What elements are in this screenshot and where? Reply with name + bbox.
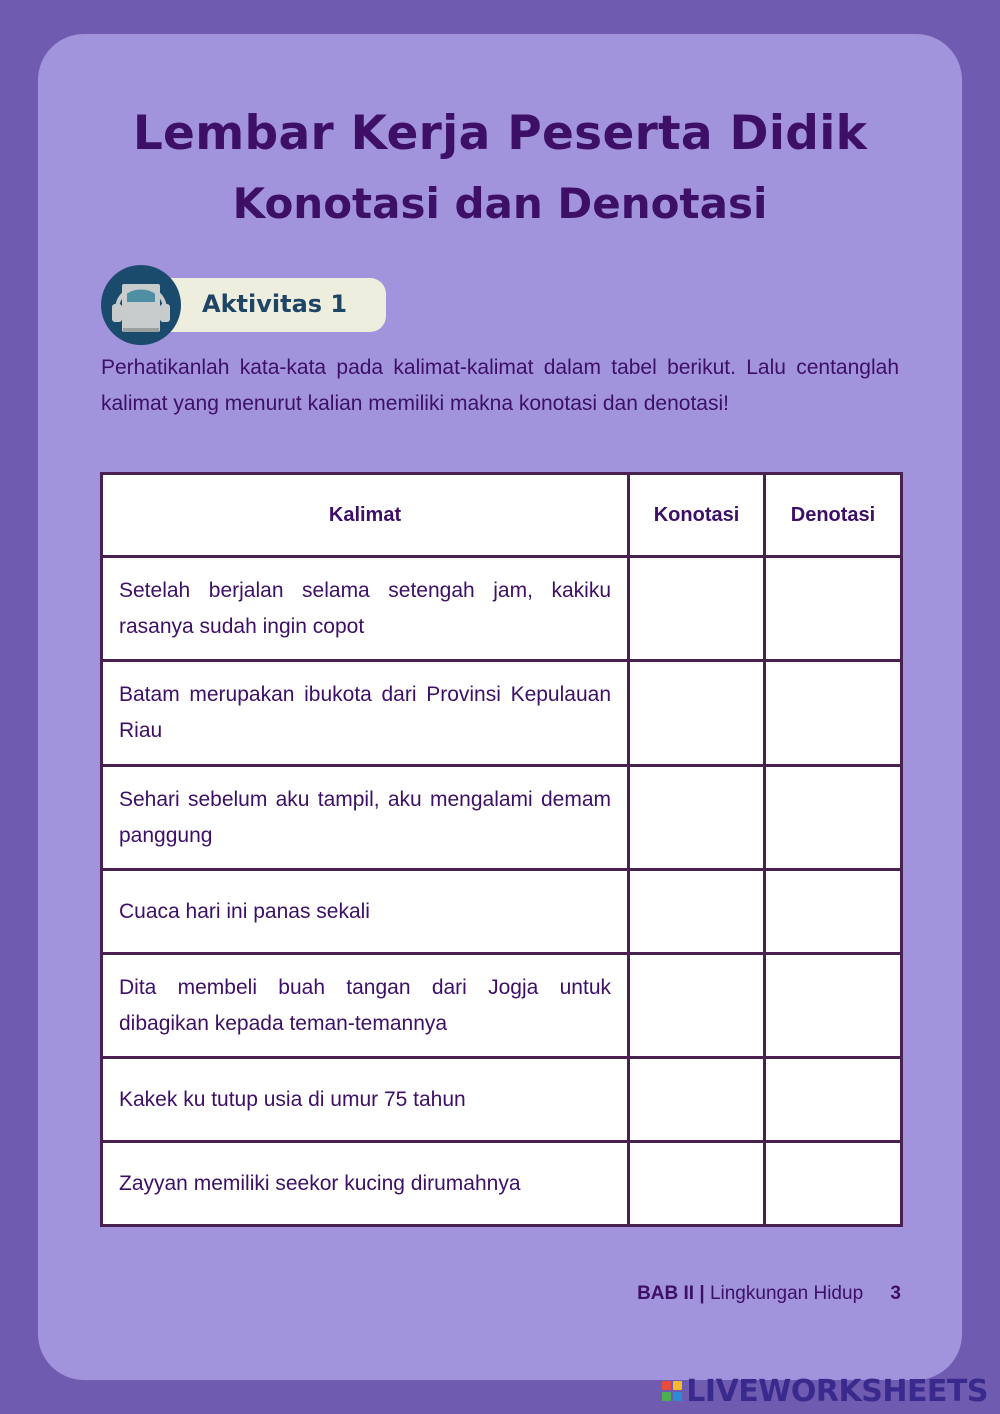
table-row bbox=[102, 954, 902, 1058]
table-row bbox=[102, 557, 902, 661]
logo-square bbox=[673, 1381, 682, 1390]
konotasi-check-cell[interactable] bbox=[629, 954, 765, 1058]
konotasi-check-cell[interactable] bbox=[629, 1058, 765, 1142]
page-subtitle: Konotasi dan Denotasi bbox=[232, 179, 768, 228]
denotasi-check-cell[interactable] bbox=[765, 766, 902, 870]
instruction-text: Perhatikanlah kata-kata pada kalimat-kalimat dalam tabel berikut. Lalu centanglah kalimat yang menurut kalian memiliki makna konotasi dan denotasi! bbox=[101, 356, 899, 415]
denotasi-check-cell[interactable] bbox=[765, 954, 902, 1058]
denotasi-check-cell[interactable] bbox=[765, 557, 902, 661]
konotasi-check-cell[interactable] bbox=[629, 766, 765, 870]
logo-square bbox=[662, 1392, 671, 1401]
denotasi-check-cell[interactable] bbox=[765, 1142, 902, 1226]
table-header-row bbox=[102, 474, 902, 557]
logo-square bbox=[673, 1392, 682, 1401]
page-title: Lembar Kerja Peserta Didik bbox=[132, 106, 868, 161]
konotasi-check-cell[interactable] bbox=[629, 661, 765, 766]
footer-separator: | bbox=[699, 1283, 705, 1304]
page-footer bbox=[637, 1283, 901, 1305]
konotasi-check-cell[interactable] bbox=[629, 870, 765, 954]
activity-label: Aktivitas 1 bbox=[202, 290, 348, 318]
konotasi-check-cell[interactable] bbox=[629, 557, 765, 661]
watermark-text: LIVEWORKSHEETS bbox=[686, 1373, 988, 1409]
sentence-cell: Zayyan memiliki seekor kucing dirumahnya bbox=[102, 1142, 629, 1226]
logo-square bbox=[662, 1381, 671, 1390]
sentence-cell: Cuaca hari ini panas sekali bbox=[102, 870, 629, 954]
header-konotasi: Konotasi bbox=[629, 474, 765, 557]
worksheet-table bbox=[100, 472, 903, 1227]
sentence-cell: Dita membeli buah tangan dari Jogja untuk dibagikan kepada teman-temannya bbox=[102, 954, 629, 1058]
liveworksheets-logo-icon bbox=[662, 1381, 682, 1401]
sentence-cell: Sehari sebelum aku tampil, aku mengalami demam panggung bbox=[102, 766, 629, 870]
sentence-cell: Kakek ku tutup usia di umur 75 tahun bbox=[102, 1058, 629, 1142]
footer-chapter: BAB II bbox=[637, 1283, 695, 1304]
header-denotasi: Denotasi bbox=[765, 474, 902, 557]
sentence-cell: Setelah berjalan selama setengah jam, kakiku rasanya sudah ingin copot bbox=[102, 557, 629, 661]
header-kalimat: Kalimat bbox=[102, 474, 629, 557]
page-number: 3 bbox=[890, 1283, 901, 1304]
denotasi-check-cell[interactable] bbox=[765, 661, 902, 766]
footer-topic: Lingkungan Hidup bbox=[709, 1283, 864, 1304]
table-row bbox=[102, 1058, 902, 1142]
book-headphones-icon bbox=[100, 264, 182, 346]
table-row bbox=[102, 870, 902, 954]
table-row bbox=[102, 766, 902, 870]
konotasi-check-cell[interactable] bbox=[629, 1142, 765, 1226]
denotasi-check-cell[interactable] bbox=[765, 870, 902, 954]
denotasi-check-cell[interactable] bbox=[765, 1058, 902, 1142]
liveworksheets-watermark bbox=[662, 1373, 988, 1409]
table-row bbox=[102, 661, 902, 766]
table-row bbox=[102, 1142, 902, 1226]
sentence-cell: Batam merupakan ibukota dari Provinsi Kepulauan Riau bbox=[102, 661, 629, 766]
